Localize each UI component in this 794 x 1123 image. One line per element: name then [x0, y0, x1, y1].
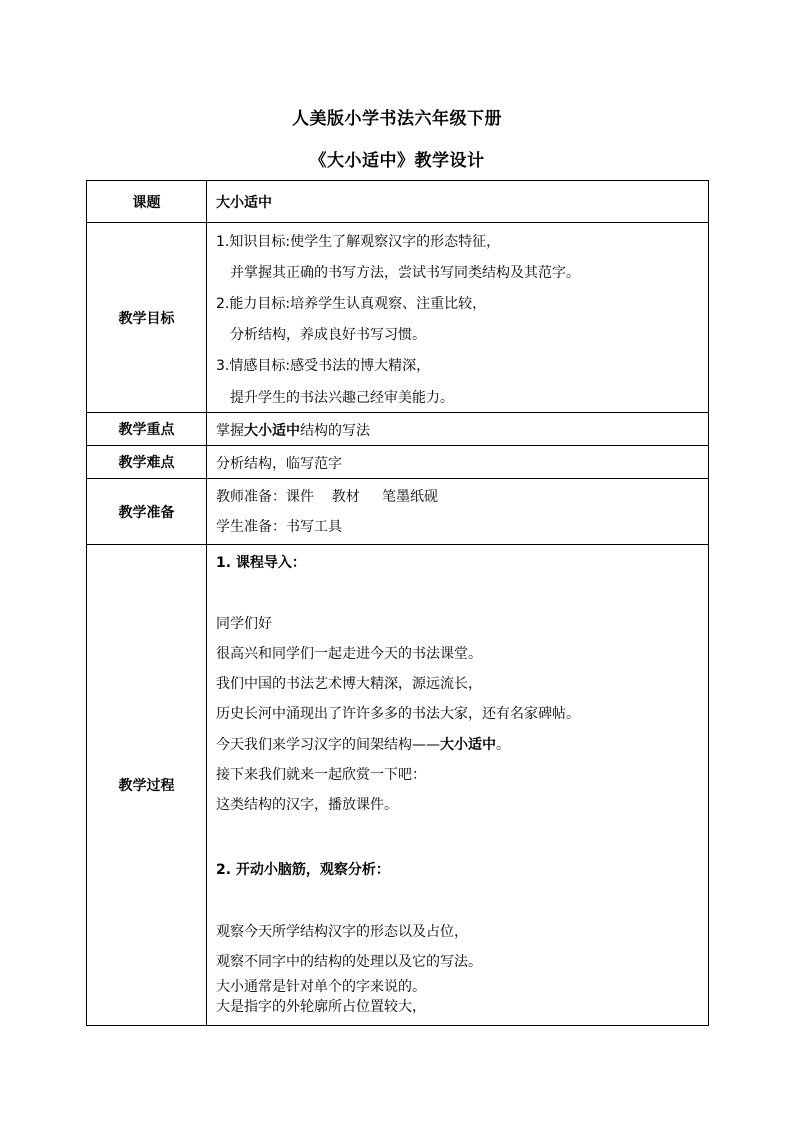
process-line: 大小通常是针对单个的字来说的。	[216, 979, 426, 995]
process-section2-heading: 2. 开动小脑筋，观察分析：	[216, 862, 390, 878]
process-line: 观察今天所学结构汉字的形态以及占位，	[216, 924, 468, 940]
topic-value: 大小适中	[216, 195, 272, 211]
process-line: 同学们好	[216, 616, 272, 632]
row-label-process: 教学过程	[87, 545, 207, 1025]
row-label-key-points: 教学重点	[87, 413, 207, 445]
process-line: 大是指字的外轮廓所占位置较大，	[216, 999, 426, 1015]
row-label-difficulties: 教学难点	[87, 446, 207, 478]
process-line: 接下来我们就来一起欣赏一下吧：	[216, 767, 426, 783]
process-line5-suffix: 。	[496, 737, 510, 753]
row-content-process	[208, 545, 708, 1025]
row-content-objectives	[208, 223, 708, 412]
row-content-difficulties	[208, 446, 708, 478]
objective-line: 并掌握其正确的书写方法，尝试书写同类结构及其范字。	[230, 265, 580, 281]
key-points-suffix: 结构的写法	[300, 423, 370, 439]
row-topic	[87, 181, 708, 223]
row-objectives	[87, 223, 708, 413]
key-points-prefix: 掌握	[216, 423, 244, 439]
row-key-points	[87, 413, 708, 446]
process-line: 很高兴和同学们一起走进今天的书法课堂。	[216, 646, 482, 662]
row-content-preparation	[208, 479, 708, 544]
objective-line: 1.知识目标:使学生了解观察汉字的形态特征，	[216, 234, 501, 250]
row-difficulties	[87, 446, 708, 479]
row-label-topic: 课题	[87, 181, 207, 222]
objective-line: 2.能力目标:培养学生认真观察、注重比较，	[216, 296, 487, 312]
teacher-preparation: 教师准备：课件 教材 笔墨纸砚	[216, 489, 439, 505]
student-preparation: 学生准备：书写工具	[216, 519, 342, 535]
process-line5-bold: 大小适中	[440, 737, 496, 753]
objective-line: 提升学生的书法兴趣己经审美能力。	[230, 390, 454, 406]
process-line5-prefix: 今天我们来学习汉字的间架结构——	[216, 737, 440, 753]
row-label-preparation: 教学准备	[87, 479, 207, 544]
key-points-bold: 大小适中	[244, 423, 300, 439]
row-label-objectives: 教学目标	[87, 223, 207, 412]
lesson-plan-table	[86, 180, 709, 1026]
document-subtitle: 《大小适中》教学设计	[309, 151, 485, 171]
process-line: 观察不同字中的结构的处理以及它的写法。	[216, 954, 482, 970]
process-line: 这类结构的汉字，播放课件。	[216, 797, 398, 813]
objective-line: 分析结构，养成良好书写习惯。	[230, 327, 426, 343]
process-section1-heading: 1. 课程导入：	[216, 555, 306, 571]
process-line: 历史长河中涌现出了许许多多的书法大家，还有名家碑帖。	[216, 706, 580, 722]
row-content-topic	[208, 181, 708, 222]
objective-line: 3.情感目标:感受书法的博大精深，	[216, 358, 431, 374]
process-line: 我们中国的书法艺术博大精深，源远流长，	[216, 676, 482, 692]
row-content-key-points	[208, 413, 708, 445]
key-points-text	[216, 420, 370, 440]
row-process	[87, 545, 708, 1025]
document-title: 人美版小学书法六年级下册	[292, 109, 502, 129]
difficulties-value: 分析结构，临写范字	[216, 456, 342, 472]
row-preparation	[87, 479, 708, 545]
process-line-emphasis	[216, 734, 510, 754]
